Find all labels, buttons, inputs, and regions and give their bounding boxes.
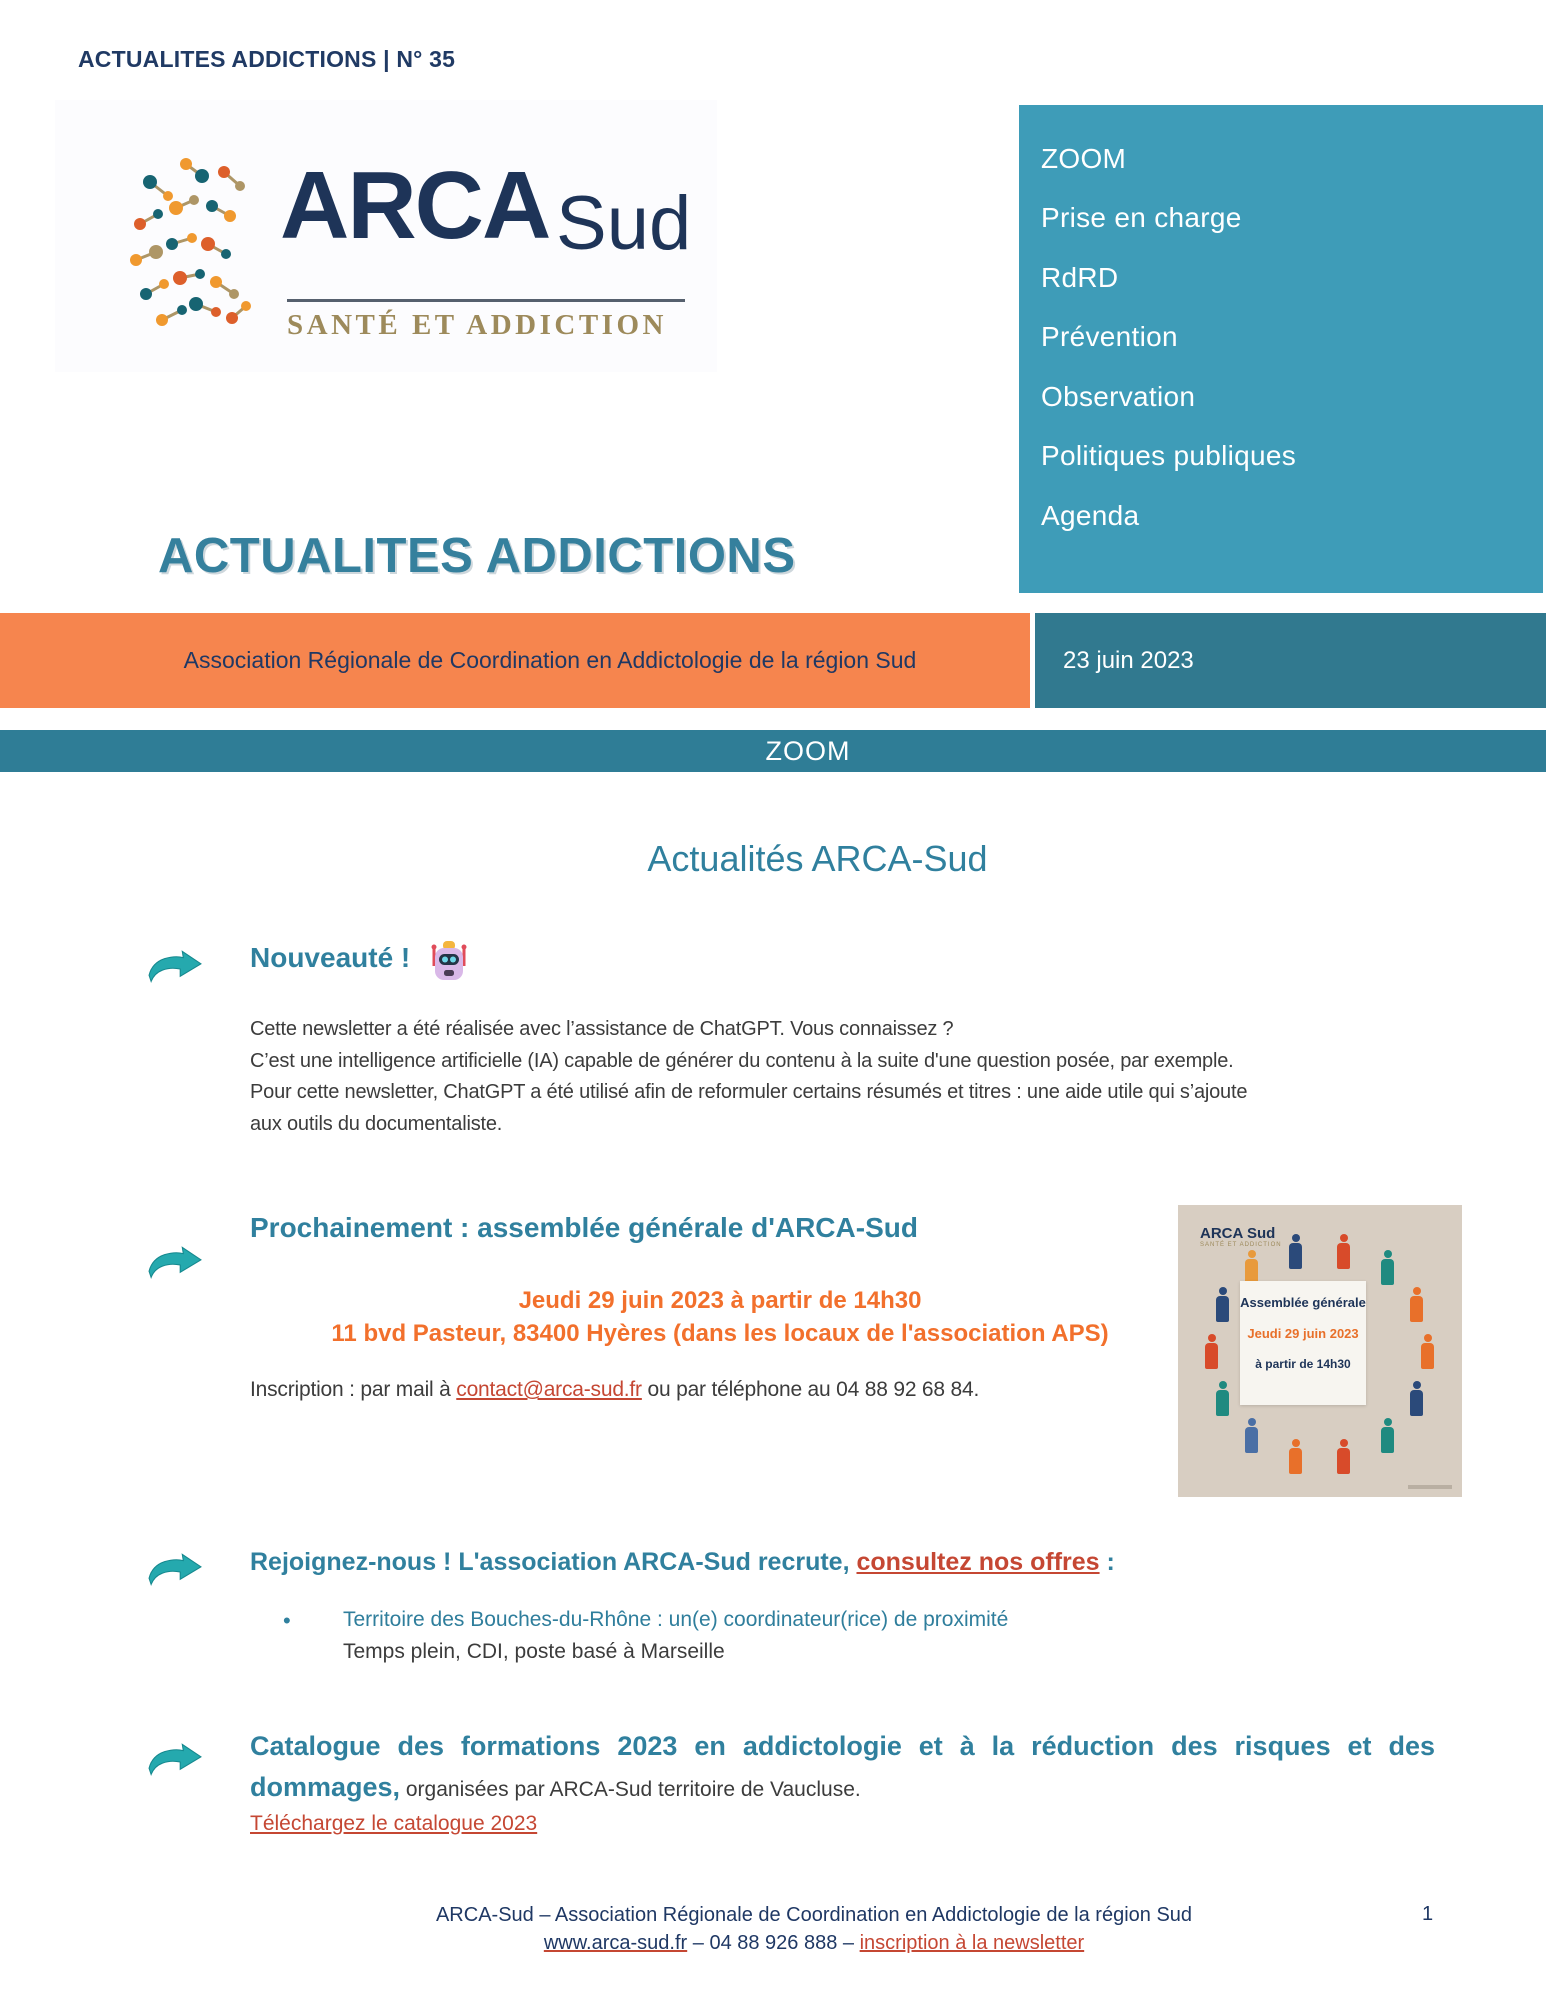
assemblee-poster-image bbox=[1178, 1205, 1462, 1497]
person-figure bbox=[1216, 1390, 1229, 1416]
poster-card bbox=[1240, 1281, 1366, 1405]
person-figure bbox=[1216, 1296, 1229, 1322]
paragraph-line: Pour cette newsletter, ChatGPT a été utilisé afin de reformuler certains résumés et titres : une aide utile qui s’ajoute bbox=[250, 1081, 1248, 1103]
footer-contacts bbox=[84, 1929, 1544, 1957]
page-footer bbox=[84, 1901, 1544, 1957]
sidebar-item-rdrd[interactable]: RdRD bbox=[1041, 261, 1119, 293]
person-figure bbox=[1381, 1427, 1394, 1453]
page-number: 1 bbox=[1422, 1903, 1434, 1925]
issue-date: 23 juin 2023 bbox=[1063, 646, 1194, 674]
robot-icon bbox=[428, 936, 470, 986]
association-banner-text: Association Régionale de Coordination en Addictologie de la région Sud bbox=[183, 647, 917, 673]
section-arrow-icon bbox=[148, 950, 202, 986]
catalogue-subtitle: organisées par ARCA-Sud territoire de Vaucluse. bbox=[400, 1778, 861, 1801]
assemblee-title: Prochainement : assemblée générale d'ARCA-Sud bbox=[250, 1212, 918, 1243]
issue-label: ACTUALITES ADDICTIONS | N° 35 bbox=[78, 46, 456, 72]
inscription-suffix: ou par téléphone au 04 88 92 68 84. bbox=[641, 1378, 980, 1401]
sidebar-item-agenda[interactable]: Agenda bbox=[1041, 499, 1140, 531]
job-offer-item bbox=[343, 1604, 1008, 1668]
inscription-prefix: Inscription : par mail à bbox=[250, 1378, 457, 1401]
catalogue-download-link[interactable]: Téléchargez le catalogue 2023 bbox=[250, 1812, 538, 1835]
logo-brand-text: ARCA bbox=[280, 152, 550, 259]
newsletter-signup-link[interactable]: inscription à la newsletter bbox=[859, 1932, 1085, 1954]
recrute-title bbox=[250, 1548, 1115, 1577]
footer-separator: – bbox=[837, 1932, 860, 1954]
paragraph-line: Cette newsletter a été réalisée avec l’assistance de ChatGPT. Vous connaissez ? bbox=[250, 1018, 954, 1040]
poster-card-title: Assemblée générale bbox=[1240, 1295, 1366, 1310]
poster-logo bbox=[1200, 1225, 1282, 1248]
event-address-line: 11 bvd Pasteur, 83400 Hyères (dans les locaux de l'association APS) bbox=[331, 1320, 1109, 1347]
person-figure bbox=[1337, 1448, 1350, 1474]
poster-credit-mark bbox=[1408, 1485, 1452, 1489]
section-arrow-icon bbox=[148, 1246, 202, 1282]
nouveaute-title: Nouveauté ! bbox=[250, 942, 411, 973]
inscription-line bbox=[250, 1378, 979, 1402]
section-band-label: ZOOM bbox=[765, 735, 851, 766]
email-link[interactable]: contact@arca-sud.fr bbox=[456, 1378, 642, 1401]
poster-card-time: à partir de 14h30 bbox=[1255, 1357, 1351, 1371]
job-offer-title: Territoire des Bouches-du-Rhône : un(e) coordinateur(rice) de proximité bbox=[343, 1608, 1009, 1631]
nouveaute-paragraph bbox=[250, 1014, 1260, 1140]
footer-separator: – bbox=[687, 1932, 710, 1954]
poster-card-date: Jeudi 29 juin 2023 bbox=[1247, 1326, 1359, 1341]
logo-divider bbox=[287, 299, 685, 302]
offres-link[interactable]: consultez nos offres bbox=[856, 1548, 1100, 1576]
person-figure bbox=[1410, 1390, 1423, 1416]
sidebar-item-prise-en-charge[interactable]: Prise en charge bbox=[1041, 202, 1242, 234]
page-title: Actualités ARCA-Sud bbox=[647, 838, 988, 879]
section-band-zoom bbox=[0, 730, 1546, 772]
catalogue-title: Catalogue des formations 2023 en addictologie et à la réduction des risques et des dommages, bbox=[250, 1731, 1435, 1802]
person-figure bbox=[1289, 1448, 1302, 1474]
event-date-line: Jeudi 29 juin 2023 à partir de 14h30 bbox=[518, 1287, 922, 1314]
sidebar-item-prevention[interactable]: Prévention bbox=[1041, 321, 1178, 353]
person-figure bbox=[1245, 1427, 1258, 1453]
poster-logo-text: ARCA Sud bbox=[1200, 1225, 1276, 1242]
catalogue-section bbox=[250, 1728, 1435, 1810]
person-figure bbox=[1421, 1343, 1434, 1369]
recrute-title-prefix: Rejoignez-nous ! L'association ARCA-Sud recrute, bbox=[250, 1548, 857, 1576]
issue-date-box bbox=[1035, 613, 1546, 708]
logo-brand-suffix: Sud bbox=[556, 181, 692, 266]
logo-block bbox=[55, 100, 717, 372]
person-figure bbox=[1410, 1296, 1423, 1322]
paragraph-line: aux outils du documentaliste. bbox=[250, 1112, 503, 1135]
sidebar-item-observation[interactable]: Observation bbox=[1041, 380, 1196, 412]
newsletter-title: ACTUALITES ADDICTIONS bbox=[158, 529, 796, 583]
toc-sidebar bbox=[1019, 105, 1543, 593]
person-figure bbox=[1337, 1243, 1350, 1269]
sidebar-item-politiques-publiques[interactable]: Politiques publiques bbox=[1041, 440, 1297, 472]
association-banner bbox=[0, 613, 1030, 708]
footer-phone: 04 88 926 888 bbox=[709, 1932, 838, 1954]
paragraph-line: C’est une intelligence artificielle (IA) capable de générer du contenu à la suite d'une question posée, par exemple. bbox=[250, 1049, 1234, 1072]
arca-dots-logo-icon bbox=[128, 152, 268, 334]
catalogue-download bbox=[250, 1812, 537, 1836]
person-figure bbox=[1289, 1243, 1302, 1269]
poster-logo-tagline: SANTÉ ET ADDICTION bbox=[1200, 1242, 1282, 1248]
event-details bbox=[250, 1284, 1190, 1350]
footer-association: ARCA-Sud – Association Régionale de Coordination en Addictologie de la région Sud bbox=[435, 1904, 1193, 1926]
logo-tagline: SANTÉ ET ADDICTION bbox=[287, 309, 667, 341]
website-link[interactable]: www.arca-sud.fr bbox=[543, 1932, 688, 1954]
section-arrow-icon bbox=[148, 1743, 202, 1779]
sidebar-item-zoom[interactable]: ZOOM bbox=[1041, 142, 1127, 174]
bullet-marker: • bbox=[283, 1608, 291, 1633]
person-figure bbox=[1381, 1259, 1394, 1285]
section-arrow-icon bbox=[148, 1553, 202, 1589]
job-offer-detail: Temps plein, CDI, poste basé à Marseille bbox=[343, 1640, 725, 1663]
recrute-title-suffix: : bbox=[1099, 1548, 1115, 1576]
person-figure bbox=[1205, 1343, 1218, 1369]
